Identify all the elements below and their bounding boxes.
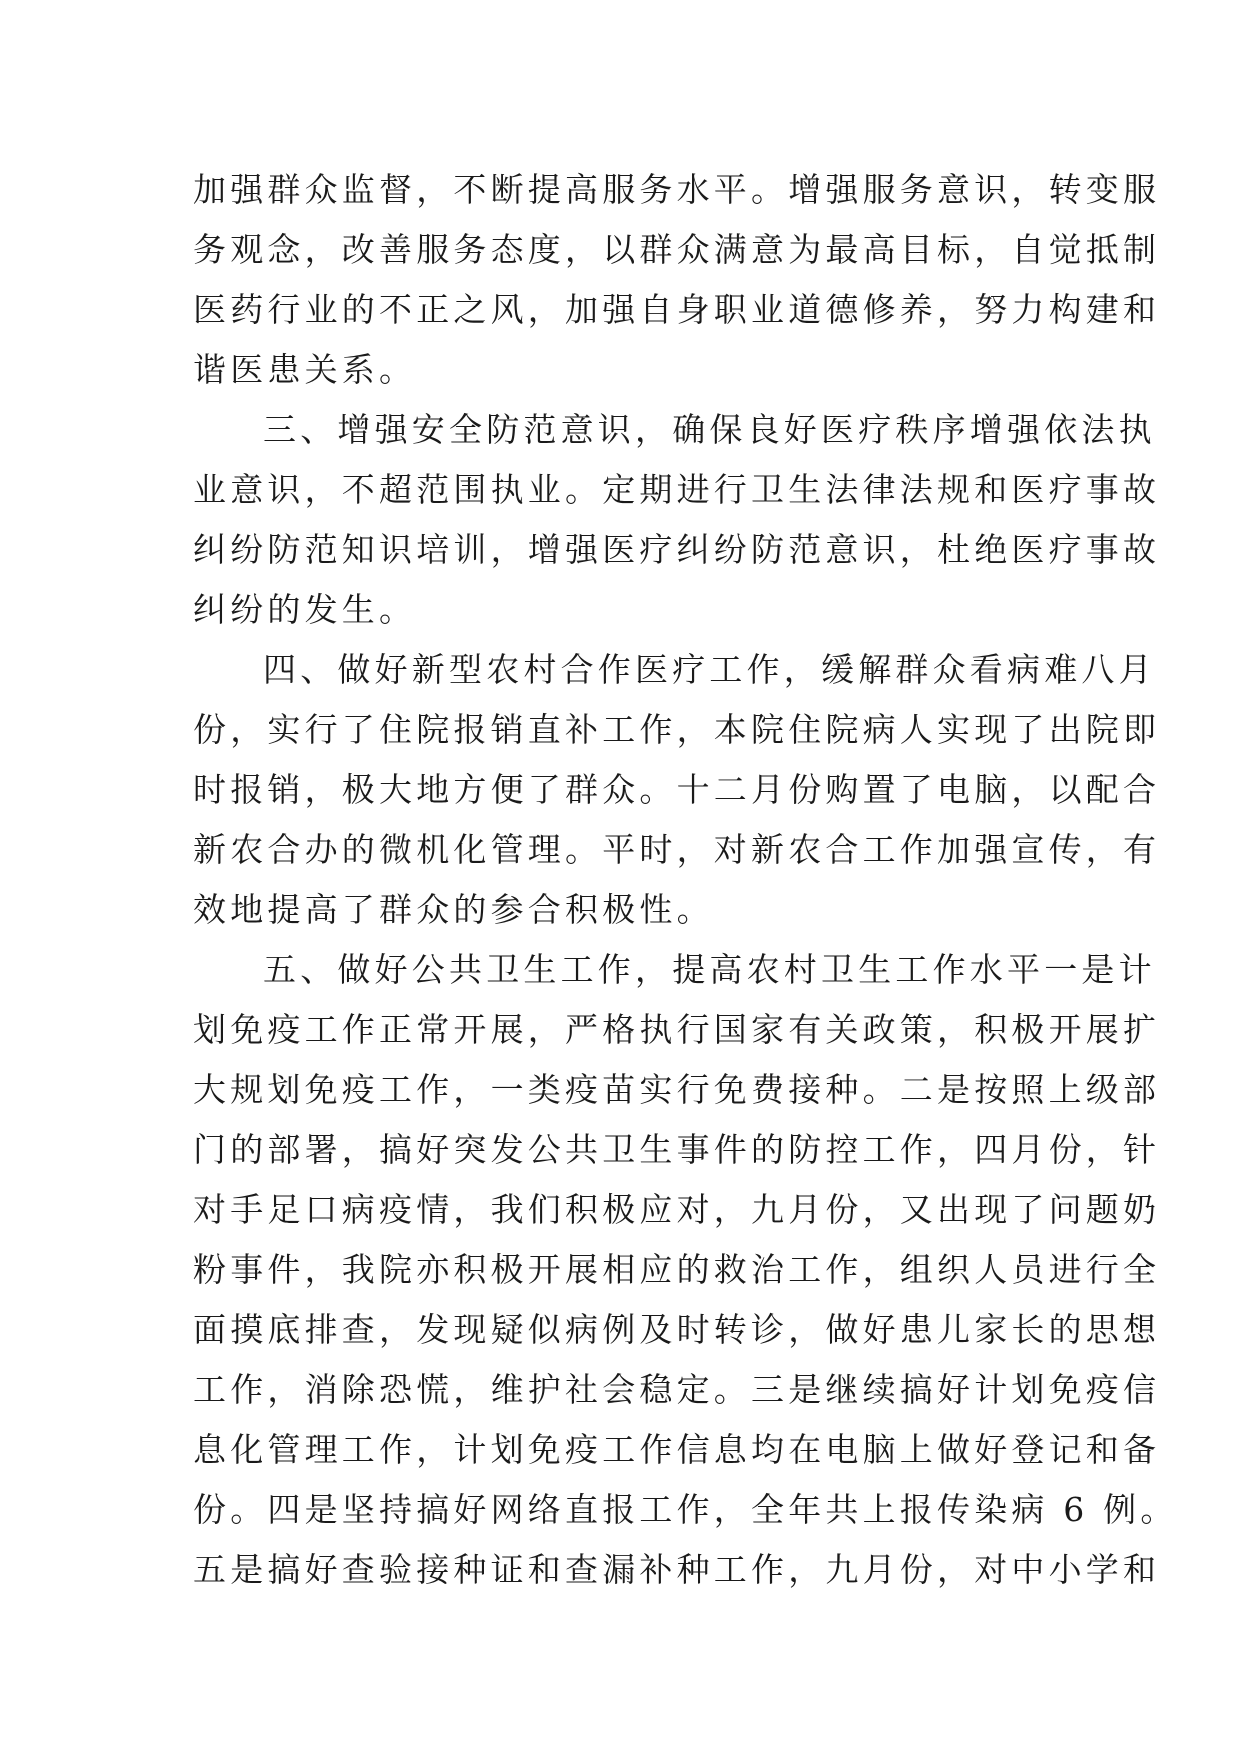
text-line: 息化管理工作，计划免疫工作信息均在电脑上做好登记和备 <box>193 1430 1161 1469</box>
text-line: 面摸底排查，发现疑似病例及时转诊，做好患儿家长的思想 <box>193 1310 1161 1349</box>
text-line: 粉事件，我院亦积极开展相应的救治工作，组织人员进行全 <box>193 1250 1161 1289</box>
section-heading-line: 四、做好新型农村合作医疗工作，缓解群众看病难八月 <box>263 650 1156 689</box>
text-line: 医药行业的不正之风，加强自身职业道德修养，努力构建和 <box>193 290 1161 329</box>
text-line: 时报销，极大地方便了群众。十二月份购置了电脑，以配合 <box>193 770 1161 809</box>
text-line: 纠纷防范知识培训，增强医疗纠纷防范意识，杜绝医疗事故 <box>193 530 1161 569</box>
section-heading-line: 五、做好公共卫生工作，提高农村卫生工作水平一是计 <box>263 950 1156 989</box>
text-line: 份。四是坚持搞好网络直报工作，全年共上报传染病 6 例。 <box>193 1490 1178 1529</box>
text-line: 份，实行了住院报销直补工作，本院住院病人实现了出院即 <box>193 710 1161 749</box>
text-line: 五是搞好查验接种证和查漏补种工作，九月份，对中小学和 <box>193 1550 1161 1589</box>
text-line: 对手足口病疫情，我们积极应对，九月份，又出现了问题奶 <box>193 1190 1161 1229</box>
text-line: 划免疫工作正常开展，严格执行国家有关政策，积极开展扩 <box>193 1010 1161 1049</box>
text-line: 门的部署，搞好突发公共卫生事件的防控工作，四月份，针 <box>193 1130 1161 1169</box>
text-line: 大规划免疫工作，一类疫苗实行免费接种。二是按照上级部 <box>193 1070 1161 1109</box>
text-line: 谐医患关系。 <box>193 350 417 389</box>
text-line: 效地提高了群众的参合积极性。 <box>193 890 714 929</box>
text-line: 业意识，不超范围执业。定期进行卫生法律法规和医疗事故 <box>193 470 1161 509</box>
text-line: 加强群众监督，不断提高服务水平。增强服务意识，转变服 <box>193 170 1161 209</box>
text-line: 新农合办的微机化管理。平时，对新农合工作加强宣传，有 <box>193 830 1161 869</box>
section-heading-line: 三、增强安全防范意识，确保良好医疗秩序增强依法执 <box>263 410 1156 449</box>
document-body <box>193 160 1178 1600</box>
text-line: 务观念，改善服务态度，以群众满意为最高目标，自觉抵制 <box>193 230 1161 269</box>
text-line: 纠纷的发生。 <box>193 590 417 629</box>
text-line: 工作，消除恐慌，维护社会稳定。三是继续搞好计划免疫信 <box>193 1370 1161 1409</box>
